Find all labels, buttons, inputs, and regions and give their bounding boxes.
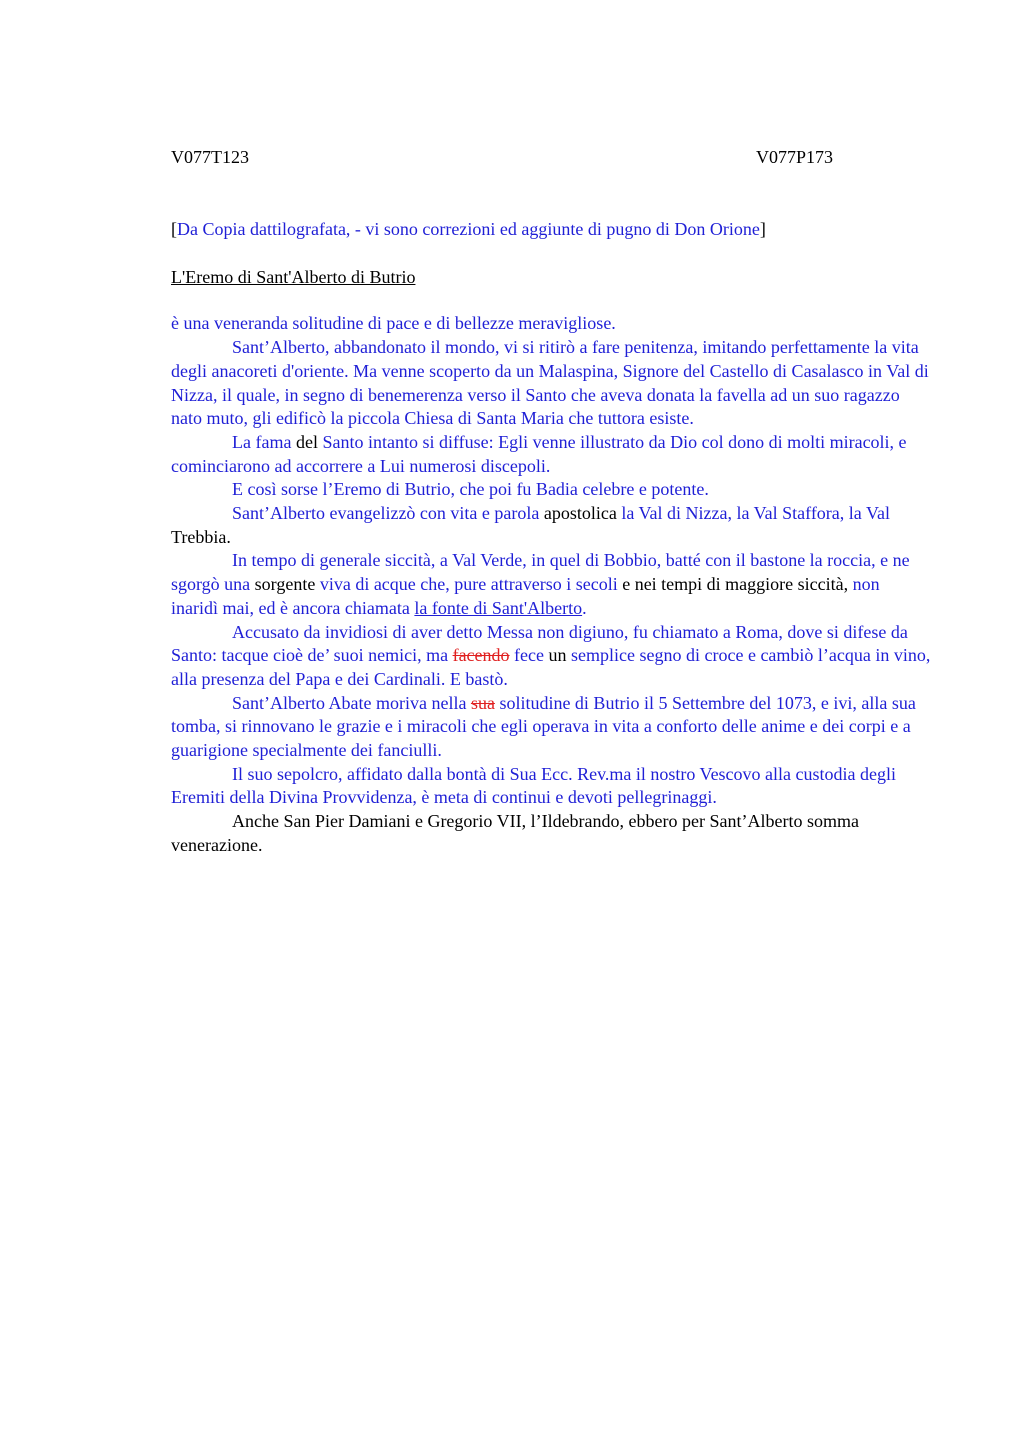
text-segment: Accusato da invidiosi di aver detto Messa non digiuno, fu chiamato a Roma, dove si difese da Santo: tacque cioè de’ suoi nemici, ma [171, 621, 908, 666]
right-document-code: V077P173 [756, 147, 834, 167]
paragraph-5 [171, 502, 931, 549]
left-document-code: V077T123 [171, 147, 249, 167]
text-segment: fece [509, 645, 549, 666]
paragraph-2 [171, 336, 931, 431]
paragraph-9 [171, 763, 931, 810]
text-segment: Sant’Alberto evangelizzò con vita e parola [232, 503, 544, 524]
text-segment-added: Trebbia. [171, 526, 231, 547]
text-segment-added: un [548, 645, 567, 666]
source-note [171, 218, 931, 242]
text-segment: Sant’Alberto, abbandonato il mondo, vi si ritirò a fare penitenza, imitando perfettamente la vita degli anacoreti d'oriente. Ma venne scoperto da un Malaspina, Signore del Castello di Casalasco in Val di Nizza, il quale, in segno di benemerenza verso il Santo che aveva donata la favella ad un suo ragazzo nato muto, gli edificò la piccola Chiesa di Santa Maria che tuttora esiste. [171, 337, 929, 429]
text-segment-added: e nei tempi di maggiore siccità, [617, 574, 849, 595]
text-segment: viva di acque che, pure attraverso i secoli [315, 574, 618, 595]
text-segment: Sant’Alberto Abate moriva nella [232, 692, 471, 713]
paragraph-6 [171, 549, 931, 620]
document-header [171, 146, 931, 170]
text-segment: semplice segno di croce e cambiò l’acqua in vino, alla presenza del Papa e dei Cardinali. E bastò. [171, 645, 931, 689]
paragraph-1 [171, 312, 931, 336]
paragraph-10 [171, 810, 931, 857]
note-open-bracket: [ [171, 219, 177, 239]
text-segment: è una veneranda solitudine di pace e di bellezze meravigliose. [171, 313, 616, 334]
text-segment: La fama [232, 431, 296, 452]
text-segment: non inaridì mai, ed è ancora chiamata [171, 574, 880, 618]
fonte-underlined-text: la fonte di Sant'Alberto [414, 597, 583, 618]
text-segment: . [582, 597, 587, 618]
text-segment-added: Anche San Pier Damiani e Gregorio VII, l’Ildebrando, ebbero per Sant’Alberto somma venerazione. [171, 811, 859, 855]
text-segment: Santo intanto si diffuse: Egli venne illustrato da Dio col dono di molti miracoli, e cominciarono ad accorrere a Lui numerosi discepoli. [171, 431, 907, 476]
paragraph-4 [171, 478, 931, 502]
text-segment: E così sorse l’Eremo di Butrio, che poi fu Badia celebre e potente. [232, 479, 709, 500]
document-page [171, 146, 931, 858]
text-segment: In tempo di generale siccità, a Val Verde, in quel di Bobbio, batté con il bastone la roccia, e ne sgorgò una [171, 550, 910, 595]
paragraph-7 [171, 621, 931, 692]
document-title: L'Eremo di Sant'Alberto di Butrio [171, 266, 416, 287]
text-segment-added: apostolica [543, 503, 617, 524]
text-segment: Il suo sepolcro, affidato dalla bontà di Sua Ecc. Rev.ma il nostro Vescovo alla custodia degli Eremiti della Divina Provvidenza, è meta di continui e devoti pellegrinaggi. [171, 763, 897, 808]
text-segment-added: sorgente [254, 574, 316, 595]
paragraph-3 [171, 431, 931, 478]
document-body [171, 312, 931, 857]
note-text: Da Copia dattilografata, - vi sono correzioni ed aggiunte di pugno di Don Orione [177, 219, 760, 239]
deleted-word: sua [470, 692, 495, 713]
text-segment-added: del [295, 431, 318, 452]
text-segment: la Val di Nizza, la Val Staffora, la Val [616, 503, 890, 524]
note-close-bracket: ] [759, 219, 766, 239]
text-segment: solitudine di Butrio il 5 Settembre del 1073, e ivi, alla sua tomba, si rinnovano le grazie e i miracoli che egli operava in vita a conforto delle anime e dei corpi e a guarigione specialmente dei fanciulli. [171, 692, 916, 761]
paragraph-8 [171, 692, 931, 763]
deleted-word: facendo [452, 645, 510, 666]
